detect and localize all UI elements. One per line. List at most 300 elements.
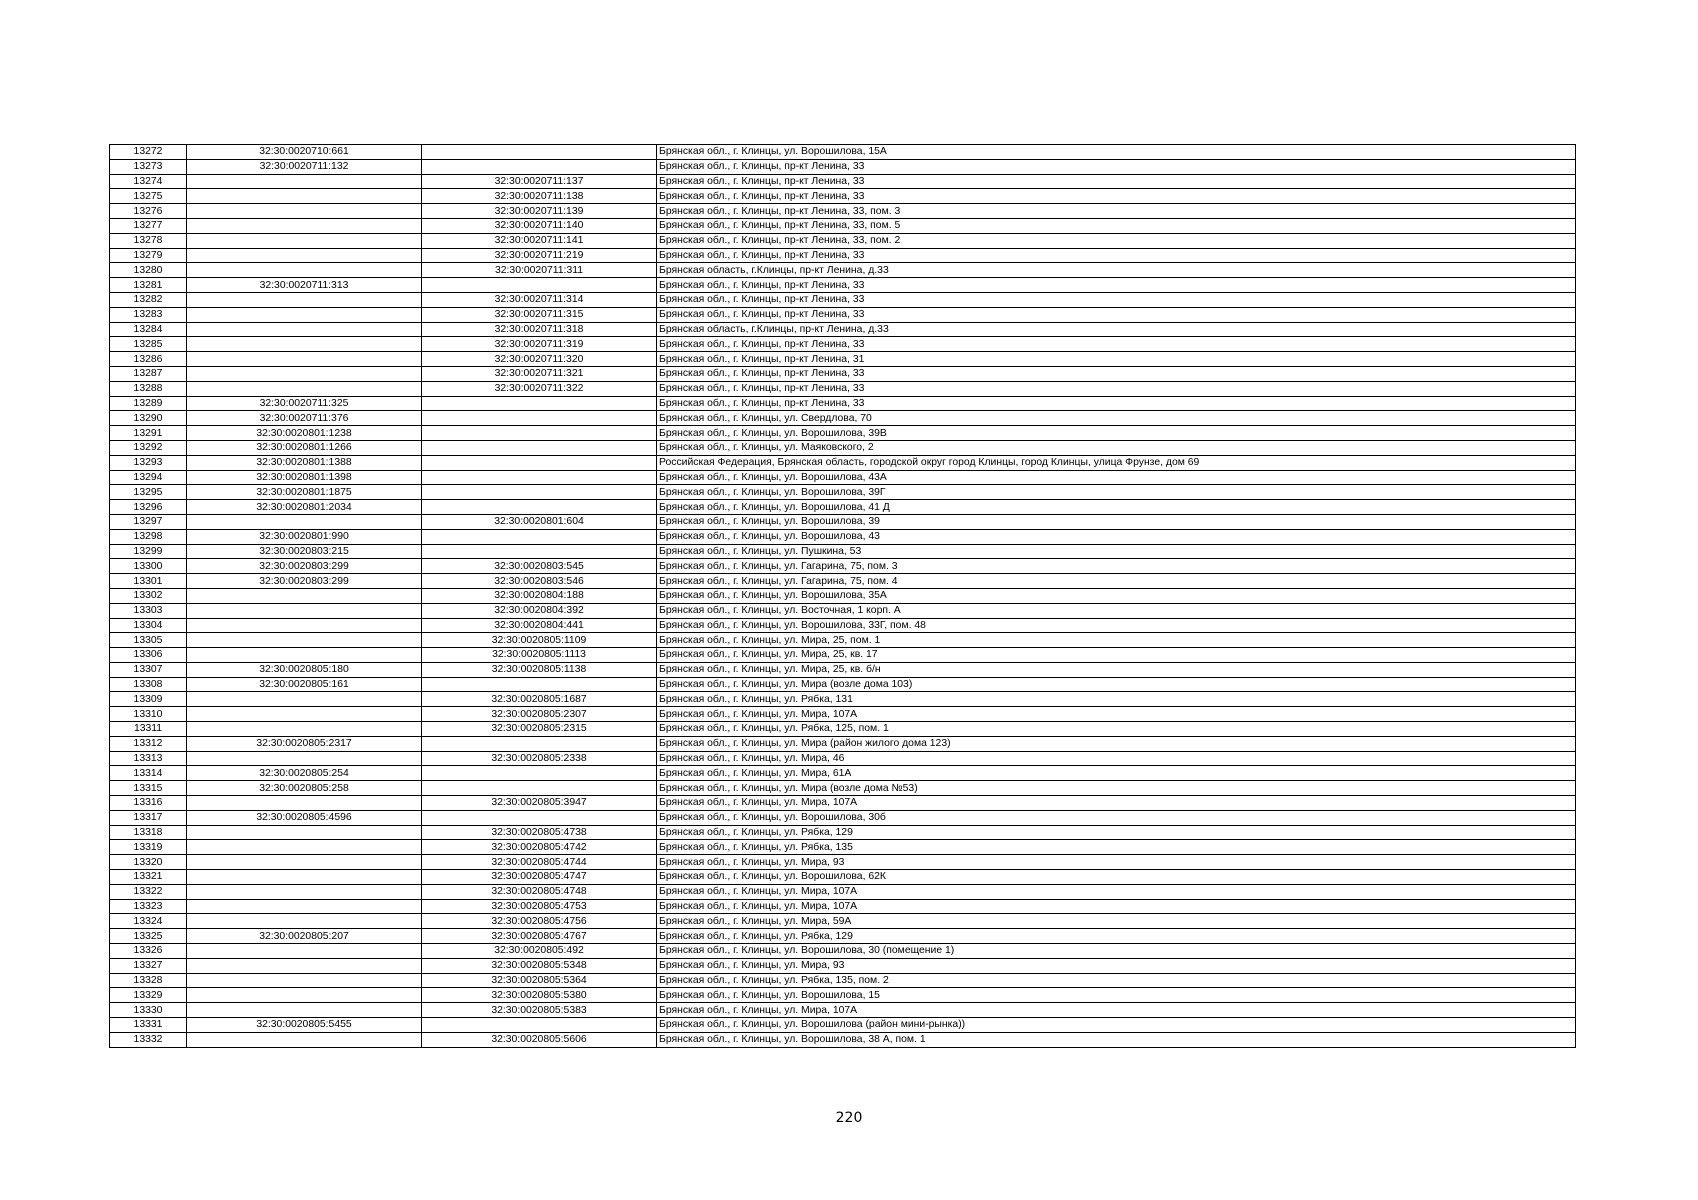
table-row bbox=[110, 233, 1576, 248]
table-row bbox=[110, 559, 1576, 574]
address-cell: Брянская обл., г. Клинцы, ул. Рябка, 125, пом. 1 bbox=[657, 722, 1576, 737]
row-number-cell: 13292 bbox=[110, 440, 187, 455]
cadastral-number-cell bbox=[187, 618, 422, 633]
row-number-cell: 13304 bbox=[110, 618, 187, 633]
table-row bbox=[110, 958, 1576, 973]
address-cell: Брянская обл., г. Клинцы, ул. Рябка, 135 bbox=[657, 840, 1576, 855]
row-number-cell: 13309 bbox=[110, 692, 187, 707]
related-cadastral-number-cell: 32:30:0020805:2338 bbox=[422, 751, 657, 766]
table-row bbox=[110, 307, 1576, 322]
cadastral-number-cell: 32:30:0020710:661 bbox=[187, 145, 422, 160]
address-cell: Брянская обл., г. Клинцы, ул. Мира, 25, кв. б/н bbox=[657, 662, 1576, 677]
table-row bbox=[110, 263, 1576, 278]
related-cadastral-number-cell: 32:30:0020805:1109 bbox=[422, 633, 657, 648]
related-cadastral-number-cell bbox=[422, 766, 657, 781]
row-number-cell: 13294 bbox=[110, 470, 187, 485]
related-cadastral-number-cell bbox=[422, 1018, 657, 1033]
cadastral-number-cell bbox=[187, 707, 422, 722]
table-row bbox=[110, 766, 1576, 781]
address-cell: Брянская обл., г. Клинцы, ул. Мира, 61А bbox=[657, 766, 1576, 781]
row-number-cell: 13289 bbox=[110, 396, 187, 411]
related-cadastral-number-cell: 32:30:0020711:138 bbox=[422, 189, 657, 204]
table-row bbox=[110, 1032, 1576, 1047]
address-cell: Брянская обл., г. Клинцы, ул. Мира, 25, пом. 1 bbox=[657, 633, 1576, 648]
row-number-cell: 13302 bbox=[110, 588, 187, 603]
table-row bbox=[110, 204, 1576, 219]
row-number-cell: 13288 bbox=[110, 381, 187, 396]
related-cadastral-number-cell: 32:30:0020803:545 bbox=[422, 559, 657, 574]
address-cell: Брянская обл., г. Клинцы, ул. Мира, 107А bbox=[657, 796, 1576, 811]
row-number-cell: 13296 bbox=[110, 500, 187, 515]
related-cadastral-number-cell: 32:30:0020805:5383 bbox=[422, 1003, 657, 1018]
row-number-cell: 13317 bbox=[110, 810, 187, 825]
address-cell: Брянская область, г.Клинцы, пр-кт Ленина, д.33 bbox=[657, 322, 1576, 337]
related-cadastral-number-cell: 32:30:0020711:311 bbox=[422, 263, 657, 278]
cadastral-number-cell bbox=[187, 588, 422, 603]
address-cell: Брянская обл., г. Клинцы, пр-кт Ленина, 33 bbox=[657, 174, 1576, 189]
related-cadastral-number-cell: 32:30:0020805:4738 bbox=[422, 825, 657, 840]
row-number-cell: 13273 bbox=[110, 159, 187, 174]
cadastral-number-cell: 32:30:0020803:215 bbox=[187, 544, 422, 559]
related-cadastral-number-cell: 32:30:0020805:4742 bbox=[422, 840, 657, 855]
row-number-cell: 13323 bbox=[110, 899, 187, 914]
address-cell: Брянская обл., г. Клинцы, ул. Мира, 107А bbox=[657, 884, 1576, 899]
related-cadastral-number-cell: 32:30:0020805:1138 bbox=[422, 662, 657, 677]
cadastral-number-cell: 32:30:0020711:376 bbox=[187, 411, 422, 426]
row-number-cell: 13293 bbox=[110, 455, 187, 470]
table-row bbox=[110, 352, 1576, 367]
cadastral-number-cell: 32:30:0020805:258 bbox=[187, 781, 422, 796]
address-cell: Брянская обл., г. Клинцы, пр-кт Ленина, 33, пом. 5 bbox=[657, 218, 1576, 233]
related-cadastral-number-cell: 32:30:0020805:2307 bbox=[422, 707, 657, 722]
row-number-cell: 13282 bbox=[110, 292, 187, 307]
related-cadastral-number-cell: 32:30:0020711:141 bbox=[422, 233, 657, 248]
row-number-cell: 13286 bbox=[110, 352, 187, 367]
address-cell: Брянская обл., г. Клинцы, пр-кт Ленина, 33, пом. 2 bbox=[657, 233, 1576, 248]
table-row bbox=[110, 618, 1576, 633]
row-number-cell: 13303 bbox=[110, 603, 187, 618]
related-cadastral-number-cell: 32:30:0020805:5364 bbox=[422, 973, 657, 988]
related-cadastral-number-cell bbox=[422, 440, 657, 455]
address-cell: Брянская обл., г. Клинцы, ул. Мира (район жилого дома 123) bbox=[657, 736, 1576, 751]
related-cadastral-number-cell: 32:30:0020805:4753 bbox=[422, 899, 657, 914]
cadastral-number-cell: 32:30:0020805:180 bbox=[187, 662, 422, 677]
cadastral-number-cell bbox=[187, 899, 422, 914]
row-number-cell: 13307 bbox=[110, 662, 187, 677]
address-cell: Брянская обл., г. Клинцы, пр-кт Ленина, 33 bbox=[657, 366, 1576, 381]
address-cell: Брянская обл., г. Клинцы, ул. Мира, 25, кв. 17 bbox=[657, 648, 1576, 663]
related-cadastral-number-cell: 32:30:0020801:604 bbox=[422, 514, 657, 529]
related-cadastral-number-cell: 32:30:0020803:546 bbox=[422, 574, 657, 589]
table-row bbox=[110, 426, 1576, 441]
cadastral-number-cell bbox=[187, 248, 422, 263]
row-number-cell: 13305 bbox=[110, 633, 187, 648]
address-cell: Брянская обл., г. Клинцы, пр-кт Ленина, 33 bbox=[657, 189, 1576, 204]
related-cadastral-number-cell: 32:30:0020805:4767 bbox=[422, 929, 657, 944]
table-row bbox=[110, 529, 1576, 544]
row-number-cell: 13326 bbox=[110, 944, 187, 959]
cadastral-number-cell bbox=[187, 796, 422, 811]
table-row bbox=[110, 810, 1576, 825]
row-number-cell: 13306 bbox=[110, 648, 187, 663]
address-cell: Брянская обл., г. Клинцы, ул. Ворошилова, 62К bbox=[657, 870, 1576, 885]
address-cell: Брянская обл., г. Клинцы, ул. Гагарина, 75, пом. 4 bbox=[657, 574, 1576, 589]
cadastral-number-cell bbox=[187, 958, 422, 973]
row-number-cell: 13321 bbox=[110, 870, 187, 885]
related-cadastral-number-cell: 32:30:0020805:4756 bbox=[422, 914, 657, 929]
row-number-cell: 13291 bbox=[110, 426, 187, 441]
related-cadastral-number-cell: 32:30:0020804:188 bbox=[422, 588, 657, 603]
table-row bbox=[110, 603, 1576, 618]
address-cell: Брянская обл., г. Клинцы, ул. Ворошилова, 39В bbox=[657, 426, 1576, 441]
row-number-cell: 13313 bbox=[110, 751, 187, 766]
row-number-cell: 13298 bbox=[110, 529, 187, 544]
related-cadastral-number-cell: 32:30:0020711:137 bbox=[422, 174, 657, 189]
row-number-cell: 13290 bbox=[110, 411, 187, 426]
row-number-cell: 13284 bbox=[110, 322, 187, 337]
cadastral-number-cell bbox=[187, 633, 422, 648]
row-number-cell: 13318 bbox=[110, 825, 187, 840]
row-number-cell: 13275 bbox=[110, 189, 187, 204]
cadastral-number-cell bbox=[187, 944, 422, 959]
cadastral-number-cell bbox=[187, 648, 422, 663]
row-number-cell: 13322 bbox=[110, 884, 187, 899]
registry-table bbox=[109, 144, 1576, 1048]
table-row bbox=[110, 292, 1576, 307]
related-cadastral-number-cell: 32:30:0020805:1687 bbox=[422, 692, 657, 707]
table-row bbox=[110, 648, 1576, 663]
related-cadastral-number-cell: 32:30:0020711:322 bbox=[422, 381, 657, 396]
table-row bbox=[110, 381, 1576, 396]
address-cell: Брянская обл., г. Клинцы, ул. Ворошилова, 43А bbox=[657, 470, 1576, 485]
row-number-cell: 13297 bbox=[110, 514, 187, 529]
table-row bbox=[110, 677, 1576, 692]
table-row bbox=[110, 440, 1576, 455]
related-cadastral-number-cell bbox=[422, 278, 657, 293]
row-number-cell: 13301 bbox=[110, 574, 187, 589]
cadastral-number-cell: 32:30:0020711:313 bbox=[187, 278, 422, 293]
table-row bbox=[110, 870, 1576, 885]
related-cadastral-number-cell bbox=[422, 544, 657, 559]
related-cadastral-number-cell: 32:30:0020805:5380 bbox=[422, 988, 657, 1003]
address-cell: Брянская обл., г. Клинцы, ул. Ворошилова (район мини-рынка)) bbox=[657, 1018, 1576, 1033]
row-number-cell: 13279 bbox=[110, 248, 187, 263]
related-cadastral-number-cell: 32:30:0020711:314 bbox=[422, 292, 657, 307]
cadastral-number-cell: 32:30:0020711:325 bbox=[187, 396, 422, 411]
address-cell: Брянская обл., г. Клинцы, ул. Восточная, 1 корп. А bbox=[657, 603, 1576, 618]
related-cadastral-number-cell: 32:30:0020805:1113 bbox=[422, 648, 657, 663]
related-cadastral-number-cell bbox=[422, 470, 657, 485]
cadastral-number-cell bbox=[187, 973, 422, 988]
cadastral-number-cell bbox=[187, 1003, 422, 1018]
row-number-cell: 13311 bbox=[110, 722, 187, 737]
table-row bbox=[110, 588, 1576, 603]
related-cadastral-number-cell bbox=[422, 485, 657, 500]
table-row bbox=[110, 1018, 1576, 1033]
row-number-cell: 13276 bbox=[110, 204, 187, 219]
table-row bbox=[110, 248, 1576, 263]
related-cadastral-number-cell bbox=[422, 500, 657, 515]
page-number: 220 bbox=[835, 1110, 863, 1126]
table-row bbox=[110, 574, 1576, 589]
row-number-cell: 13287 bbox=[110, 366, 187, 381]
table-row bbox=[110, 751, 1576, 766]
table-row bbox=[110, 796, 1576, 811]
cadastral-number-cell bbox=[187, 381, 422, 396]
table-row bbox=[110, 855, 1576, 870]
table-row bbox=[110, 396, 1576, 411]
cadastral-number-cell bbox=[187, 722, 422, 737]
related-cadastral-number-cell bbox=[422, 810, 657, 825]
table-row bbox=[110, 662, 1576, 677]
cadastral-number-cell bbox=[187, 204, 422, 219]
table-row bbox=[110, 411, 1576, 426]
cadastral-number-cell bbox=[187, 751, 422, 766]
cadastral-number-cell bbox=[187, 855, 422, 870]
related-cadastral-number-cell: 32:30:0020804:392 bbox=[422, 603, 657, 618]
table-row bbox=[110, 455, 1576, 470]
address-cell: Брянская обл., г. Клинцы, пр-кт Ленина, 33 bbox=[657, 307, 1576, 322]
table-row bbox=[110, 1003, 1576, 1018]
related-cadastral-number-cell: 32:30:0020805:3947 bbox=[422, 796, 657, 811]
related-cadastral-number-cell: 32:30:0020804:441 bbox=[422, 618, 657, 633]
related-cadastral-number-cell: 32:30:0020711:320 bbox=[422, 352, 657, 367]
related-cadastral-number-cell: 32:30:0020805:4744 bbox=[422, 855, 657, 870]
related-cadastral-number-cell: 32:30:0020805:5606 bbox=[422, 1032, 657, 1047]
address-cell: Брянская обл., г. Клинцы, ул. Рябка, 135, пом. 2 bbox=[657, 973, 1576, 988]
related-cadastral-number-cell: 32:30:0020805:5348 bbox=[422, 958, 657, 973]
cadastral-number-cell: 32:30:0020803:299 bbox=[187, 574, 422, 589]
cadastral-number-cell bbox=[187, 884, 422, 899]
row-number-cell: 13283 bbox=[110, 307, 187, 322]
related-cadastral-number-cell: 32:30:0020805:4748 bbox=[422, 884, 657, 899]
address-cell: Брянская обл., г. Клинцы, ул. Мира (возле дома 103) bbox=[657, 677, 1576, 692]
table-row bbox=[110, 825, 1576, 840]
table-row bbox=[110, 944, 1576, 959]
address-cell: Брянская область, г.Клинцы, пр-кт Ленина, д.33 bbox=[657, 263, 1576, 278]
related-cadastral-number-cell bbox=[422, 145, 657, 160]
row-number-cell: 13316 bbox=[110, 796, 187, 811]
cadastral-number-cell: 32:30:0020801:2034 bbox=[187, 500, 422, 515]
table-row bbox=[110, 840, 1576, 855]
cadastral-number-cell: 32:30:0020711:132 bbox=[187, 159, 422, 174]
address-cell: Российская Федерация, Брянская область, городской округ город Клинцы, город Клинцы, улица Фрунзе, дом 69 bbox=[657, 455, 1576, 470]
address-cell: Брянская обл., г. Клинцы, пр-кт Ленина, 33 bbox=[657, 278, 1576, 293]
table-row bbox=[110, 884, 1576, 899]
related-cadastral-number-cell: 32:30:0020711:139 bbox=[422, 204, 657, 219]
address-cell: Брянская обл., г. Клинцы, ул. Мира, 107А bbox=[657, 899, 1576, 914]
table-row bbox=[110, 514, 1576, 529]
address-cell: Брянская обл., г. Клинцы, ул. Рябка, 129 bbox=[657, 929, 1576, 944]
table-row bbox=[110, 189, 1576, 204]
table-row bbox=[110, 337, 1576, 352]
row-number-cell: 13315 bbox=[110, 781, 187, 796]
related-cadastral-number-cell: 32:30:0020711:319 bbox=[422, 337, 657, 352]
related-cadastral-number-cell bbox=[422, 677, 657, 692]
cadastral-number-cell: 32:30:0020801:1875 bbox=[187, 485, 422, 500]
table-row bbox=[110, 366, 1576, 381]
address-cell: Брянская обл., г. Клинцы, пр-кт Ленина, 33 bbox=[657, 337, 1576, 352]
related-cadastral-number-cell bbox=[422, 411, 657, 426]
row-number-cell: 13274 bbox=[110, 174, 187, 189]
address-cell: Брянская обл., г. Клинцы, ул. Ворошилова, 41 Д bbox=[657, 500, 1576, 515]
address-cell: Брянская обл., г. Клинцы, пр-кт Ленина, 33 bbox=[657, 381, 1576, 396]
address-cell: Брянская обл., г. Клинцы, ул. Ворошилова, 15А bbox=[657, 145, 1576, 160]
address-cell: Брянская обл., г. Клинцы, ул. Мира, 59А bbox=[657, 914, 1576, 929]
table-row bbox=[110, 485, 1576, 500]
related-cadastral-number-cell bbox=[422, 781, 657, 796]
address-cell: Брянская обл., г. Клинцы, ул. Ворошилова, 33Г, пом. 48 bbox=[657, 618, 1576, 633]
cadastral-number-cell: 32:30:0020805:254 bbox=[187, 766, 422, 781]
table-row bbox=[110, 736, 1576, 751]
address-cell: Брянская обл., г. Клинцы, ул. Ворошилова, 15 bbox=[657, 988, 1576, 1003]
row-number-cell: 13332 bbox=[110, 1032, 187, 1047]
cadastral-number-cell bbox=[187, 337, 422, 352]
row-number-cell: 13327 bbox=[110, 958, 187, 973]
row-number-cell: 13319 bbox=[110, 840, 187, 855]
row-number-cell: 13324 bbox=[110, 914, 187, 929]
related-cadastral-number-cell bbox=[422, 529, 657, 544]
address-cell: Брянская обл., г. Клинцы, ул. Мира (возле дома №53) bbox=[657, 781, 1576, 796]
address-cell: Брянская обл., г. Клинцы, ул. Ворошилова, 30 (помещение 1) bbox=[657, 944, 1576, 959]
row-number-cell: 13310 bbox=[110, 707, 187, 722]
row-number-cell: 13320 bbox=[110, 855, 187, 870]
cadastral-number-cell bbox=[187, 825, 422, 840]
address-cell: Брянская обл., г. Клинцы, ул. Мира, 107А bbox=[657, 1003, 1576, 1018]
cadastral-number-cell: 32:30:0020805:4596 bbox=[187, 810, 422, 825]
row-number-cell: 13300 bbox=[110, 559, 187, 574]
related-cadastral-number-cell bbox=[422, 396, 657, 411]
cadastral-number-cell bbox=[187, 233, 422, 248]
table-row bbox=[110, 899, 1576, 914]
related-cadastral-number-cell: 32:30:0020711:315 bbox=[422, 307, 657, 322]
address-cell: Брянская обл., г. Клинцы, ул. Рябка, 129 bbox=[657, 825, 1576, 840]
table-row bbox=[110, 145, 1576, 160]
address-cell: Брянская обл., г. Клинцы, ул. Мира, 93 bbox=[657, 958, 1576, 973]
table-row bbox=[110, 159, 1576, 174]
table-row bbox=[110, 544, 1576, 559]
cadastral-number-cell bbox=[187, 352, 422, 367]
related-cadastral-number-cell: 32:30:0020711:219 bbox=[422, 248, 657, 263]
address-cell: Брянская обл., г. Клинцы, ул. Ворошилова, 39 bbox=[657, 514, 1576, 529]
address-cell: Брянская обл., г. Клинцы, пр-кт Ленина, 33 bbox=[657, 396, 1576, 411]
table-row bbox=[110, 633, 1576, 648]
cadastral-number-cell bbox=[187, 174, 422, 189]
cadastral-number-cell bbox=[187, 692, 422, 707]
cadastral-number-cell bbox=[187, 603, 422, 618]
row-number-cell: 13272 bbox=[110, 145, 187, 160]
cadastral-number-cell bbox=[187, 322, 422, 337]
address-cell: Брянская обл., г. Клинцы, ул. Мира, 107А bbox=[657, 707, 1576, 722]
cadastral-number-cell bbox=[187, 366, 422, 381]
table-row bbox=[110, 500, 1576, 515]
cadastral-number-cell bbox=[187, 870, 422, 885]
address-cell: Брянская обл., г. Клинцы, пр-кт Ленина, 33, пом. 3 bbox=[657, 204, 1576, 219]
cadastral-number-cell bbox=[187, 514, 422, 529]
address-cell: Брянская обл., г. Клинцы, ул. Мира, 46 bbox=[657, 751, 1576, 766]
related-cadastral-number-cell bbox=[422, 736, 657, 751]
address-cell: Брянская обл., г. Клинцы, ул. Маяковского, 2 bbox=[657, 440, 1576, 455]
table-row bbox=[110, 174, 1576, 189]
address-cell: Брянская обл., г. Клинцы, ул. Гагарина, 75, пом. 3 bbox=[657, 559, 1576, 574]
table-row bbox=[110, 707, 1576, 722]
address-cell: Брянская обл., г. Клинцы, пр-кт Ленина, 33 bbox=[657, 159, 1576, 174]
table-row bbox=[110, 278, 1576, 293]
row-number-cell: 13281 bbox=[110, 278, 187, 293]
address-cell: Брянская обл., г. Клинцы, ул. Мира, 93 bbox=[657, 855, 1576, 870]
related-cadastral-number-cell: 32:30:0020805:2315 bbox=[422, 722, 657, 737]
address-cell: Брянская обл., г. Клинцы, ул. Ворошилова, 35А bbox=[657, 588, 1576, 603]
table-row bbox=[110, 914, 1576, 929]
table-row bbox=[110, 322, 1576, 337]
cadastral-number-cell: 32:30:0020805:161 bbox=[187, 677, 422, 692]
address-cell: Брянская обл., г. Клинцы, ул. Ворошилова, 30б bbox=[657, 810, 1576, 825]
related-cadastral-number-cell: 32:30:0020711:321 bbox=[422, 366, 657, 381]
table-row bbox=[110, 781, 1576, 796]
table-row bbox=[110, 929, 1576, 944]
cadastral-number-cell: 32:30:0020805:5455 bbox=[187, 1018, 422, 1033]
row-number-cell: 13285 bbox=[110, 337, 187, 352]
row-number-cell: 13331 bbox=[110, 1018, 187, 1033]
row-number-cell: 13328 bbox=[110, 973, 187, 988]
cadastral-number-cell bbox=[187, 218, 422, 233]
address-cell: Брянская обл., г. Клинцы, пр-кт Ленина, 33 bbox=[657, 248, 1576, 263]
row-number-cell: 13308 bbox=[110, 677, 187, 692]
address-cell: Брянская обл., г. Клинцы, пр-кт Ленина, 33 bbox=[657, 292, 1576, 307]
cadastral-number-cell bbox=[187, 914, 422, 929]
table-row bbox=[110, 470, 1576, 485]
address-cell: Брянская обл., г. Клинцы, ул. Свердлова, 70 bbox=[657, 411, 1576, 426]
table-row bbox=[110, 722, 1576, 737]
cadastral-number-cell: 32:30:0020801:1388 bbox=[187, 455, 422, 470]
cadastral-number-cell: 32:30:0020803:299 bbox=[187, 559, 422, 574]
row-number-cell: 13280 bbox=[110, 263, 187, 278]
row-number-cell: 13329 bbox=[110, 988, 187, 1003]
related-cadastral-number-cell: 32:30:0020805:492 bbox=[422, 944, 657, 959]
row-number-cell: 13295 bbox=[110, 485, 187, 500]
address-cell: Брянская обл., г. Клинцы, ул. Пушкина, 53 bbox=[657, 544, 1576, 559]
table-row bbox=[110, 988, 1576, 1003]
related-cadastral-number-cell bbox=[422, 455, 657, 470]
related-cadastral-number-cell bbox=[422, 159, 657, 174]
address-cell: Брянская обл., г. Клинцы, пр-кт Ленина, 31 bbox=[657, 352, 1576, 367]
cadastral-number-cell: 32:30:0020801:1238 bbox=[187, 426, 422, 441]
cadastral-number-cell bbox=[187, 307, 422, 322]
related-cadastral-number-cell: 32:30:0020711:140 bbox=[422, 218, 657, 233]
cadastral-number-cell bbox=[187, 292, 422, 307]
cadastral-number-cell: 32:30:0020801:1398 bbox=[187, 470, 422, 485]
row-number-cell: 13330 bbox=[110, 1003, 187, 1018]
cadastral-number-cell: 32:30:0020801:990 bbox=[187, 529, 422, 544]
row-number-cell: 13312 bbox=[110, 736, 187, 751]
table-row bbox=[110, 692, 1576, 707]
related-cadastral-number-cell: 32:30:0020711:318 bbox=[422, 322, 657, 337]
address-cell: Брянская обл., г. Клинцы, ул. Ворошилова, 39Г bbox=[657, 485, 1576, 500]
row-number-cell: 13325 bbox=[110, 929, 187, 944]
related-cadastral-number-cell: 32:30:0020805:4747 bbox=[422, 870, 657, 885]
related-cadastral-number-cell bbox=[422, 426, 657, 441]
row-number-cell: 13277 bbox=[110, 218, 187, 233]
cadastral-number-cell: 32:30:0020805:2317 bbox=[187, 736, 422, 751]
cadastral-number-cell bbox=[187, 840, 422, 855]
address-cell: Брянская обл., г. Клинцы, ул. Ворошилова, 43 bbox=[657, 529, 1576, 544]
cadastral-number-cell bbox=[187, 988, 422, 1003]
address-cell: Брянская обл., г. Клинцы, ул. Рябка, 131 bbox=[657, 692, 1576, 707]
row-number-cell: 13299 bbox=[110, 544, 187, 559]
cadastral-number-cell: 32:30:0020801:1266 bbox=[187, 440, 422, 455]
cadastral-number-cell bbox=[187, 263, 422, 278]
registry-table-body bbox=[110, 145, 1576, 1048]
